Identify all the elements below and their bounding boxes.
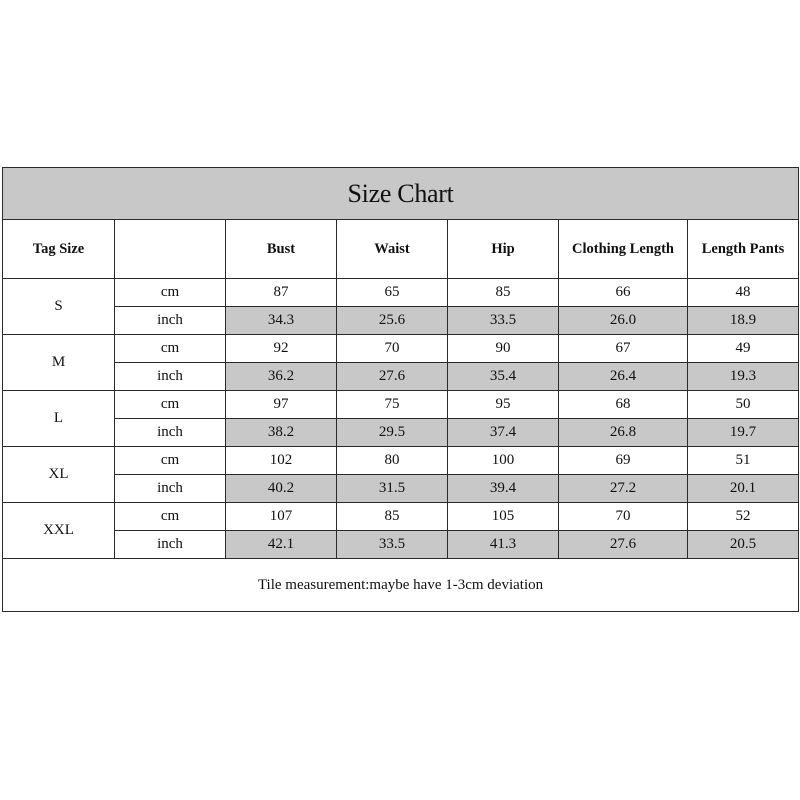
cm-value-cell: 100: [448, 447, 559, 475]
table-row: [3, 475, 799, 503]
header-clothing-length: Clothing Length: [559, 220, 688, 279]
table-row: [3, 447, 799, 475]
inch-value-cell: 27.6: [559, 531, 688, 559]
cm-value-cell: 52: [688, 503, 799, 531]
inch-value-cell: 20.5: [688, 531, 799, 559]
inch-value-cell: 33.5: [448, 307, 559, 335]
unit-label-inch: inch: [115, 363, 226, 391]
chart-title: Size Chart: [3, 168, 799, 220]
inch-value-cell: 39.4: [448, 475, 559, 503]
inch-value-cell: 19.7: [688, 419, 799, 447]
cm-value-cell: 92: [226, 335, 337, 363]
unit-label-cm: cm: [115, 503, 226, 531]
inch-value-cell: 36.2: [226, 363, 337, 391]
cm-value-cell: 95: [448, 391, 559, 419]
cm-value-cell: 51: [688, 447, 799, 475]
inch-value-cell: 41.3: [448, 531, 559, 559]
cm-value-cell: 107: [226, 503, 337, 531]
size-label: S: [3, 279, 115, 335]
unit-label-inch: inch: [115, 307, 226, 335]
inch-value-cell: 26.4: [559, 363, 688, 391]
header-bust: Bust: [226, 220, 337, 279]
table-row: [3, 419, 799, 447]
table-row: [3, 503, 799, 531]
inch-value-cell: 38.2: [226, 419, 337, 447]
cm-value-cell: 80: [337, 447, 448, 475]
unit-label-inch: inch: [115, 531, 226, 559]
header-waist: Waist: [337, 220, 448, 279]
cm-value-cell: 65: [337, 279, 448, 307]
cm-value-cell: 85: [448, 279, 559, 307]
table-row: [3, 335, 799, 363]
unit-label-cm: cm: [115, 447, 226, 475]
inch-value-cell: 26.8: [559, 419, 688, 447]
cm-value-cell: 70: [559, 503, 688, 531]
inch-value-cell: 18.9: [688, 307, 799, 335]
inch-value-cell: 27.2: [559, 475, 688, 503]
cm-value-cell: 69: [559, 447, 688, 475]
cm-value-cell: 75: [337, 391, 448, 419]
inch-value-cell: 20.1: [688, 475, 799, 503]
header-tag-size: Tag Size: [3, 220, 115, 279]
inch-value-cell: 19.3: [688, 363, 799, 391]
inch-value-cell: 26.0: [559, 307, 688, 335]
cm-value-cell: 87: [226, 279, 337, 307]
unit-label-inch: inch: [115, 475, 226, 503]
inch-value-cell: 40.2: [226, 475, 337, 503]
inch-value-cell: 33.5: [337, 531, 448, 559]
inch-value-cell: 25.6: [337, 307, 448, 335]
size-chart-table: [2, 167, 799, 612]
header-unit: [115, 220, 226, 279]
table-row: [3, 391, 799, 419]
size-label: XXL: [3, 503, 115, 559]
inch-value-cell: 37.4: [448, 419, 559, 447]
inch-value-cell: 29.5: [337, 419, 448, 447]
unit-label-cm: cm: [115, 279, 226, 307]
cm-value-cell: 70: [337, 335, 448, 363]
cm-value-cell: 85: [337, 503, 448, 531]
inch-value-cell: 34.3: [226, 307, 337, 335]
cm-value-cell: 97: [226, 391, 337, 419]
cm-value-cell: 49: [688, 335, 799, 363]
inch-value-cell: 42.1: [226, 531, 337, 559]
table-row: [3, 279, 799, 307]
size-label: XL: [3, 447, 115, 503]
cm-value-cell: 102: [226, 447, 337, 475]
cm-value-cell: 66: [559, 279, 688, 307]
inch-value-cell: 31.5: [337, 475, 448, 503]
table-row: [3, 307, 799, 335]
title-row: [3, 168, 799, 220]
measurement-note: Tile measurement:maybe have 1-3cm deviation: [3, 559, 799, 612]
size-label: L: [3, 391, 115, 447]
cm-value-cell: 67: [559, 335, 688, 363]
unit-label-cm: cm: [115, 335, 226, 363]
header-hip: Hip: [448, 220, 559, 279]
unit-label-cm: cm: [115, 391, 226, 419]
size-label: M: [3, 335, 115, 391]
inch-value-cell: 35.4: [448, 363, 559, 391]
header-length-pants: Length Pants: [688, 220, 799, 279]
header-row: [3, 220, 799, 279]
inch-value-cell: 27.6: [337, 363, 448, 391]
cm-value-cell: 68: [559, 391, 688, 419]
unit-label-inch: inch: [115, 419, 226, 447]
cm-value-cell: 50: [688, 391, 799, 419]
table-row: [3, 531, 799, 559]
cm-value-cell: 90: [448, 335, 559, 363]
footer-row: [3, 559, 799, 612]
cm-value-cell: 105: [448, 503, 559, 531]
table-row: [3, 363, 799, 391]
cm-value-cell: 48: [688, 279, 799, 307]
